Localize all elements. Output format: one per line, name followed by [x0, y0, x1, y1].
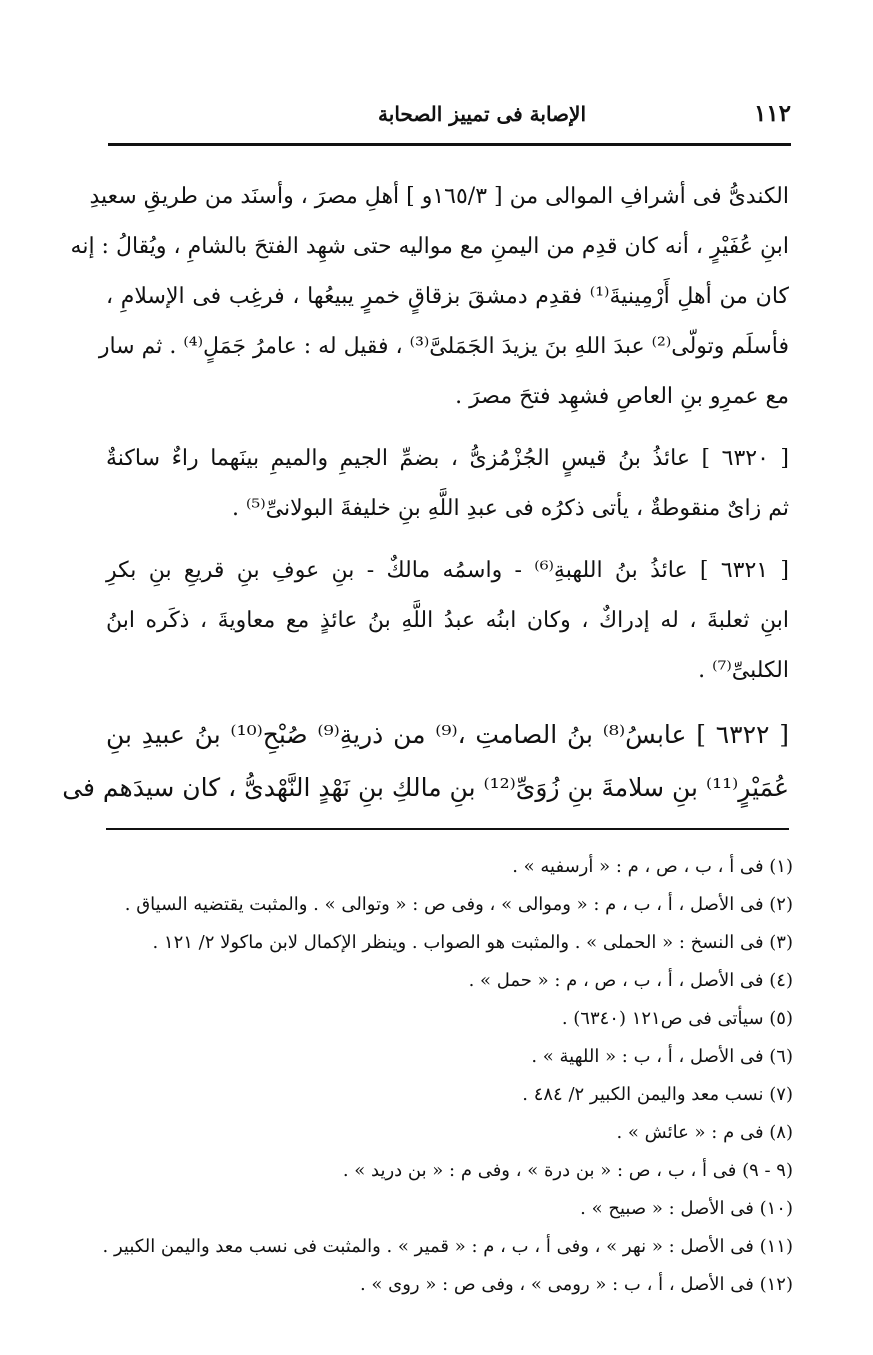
footnote: (١٠) فى الأصل : « صبيح » .: [580, 1198, 793, 1219]
text-line: ثم زاىٌ منقوطةٌ ، يأتى ذكرُه فى عبدِ اللَّهِ بنِ خليفةَ البولانىِّ⁽⁵⁾ .: [231, 496, 789, 521]
text-line: ابنِ ثعلبةَ ، له إدراكٌ ، وكان ابنُه عبدُ اللَّهِ بنُ عائذٍ مع معاويةَ ، ذكَره ابنُ: [106, 608, 789, 633]
footnote: (٧) نسب معد واليمن الكبير ٢/ ٤٨٤ .: [522, 1084, 793, 1105]
entry-6320-line: [ ٦٣٢٠ ] عائذُ بنُ قيسٍ الجُزْمُزىُّ ، بضمِّ الجيمِ والميمِ بينَهما راءٌ ساكنةٌ: [106, 446, 790, 471]
footnote: (١٢) فى الأصل ، أ ، ب : « رومى » ، وفى ص : « روى » .: [359, 1274, 793, 1295]
entry-6322-line: [ ٦٣٢٢ ] عابسُ⁽⁸⁾ بنُ الصامتِ ،⁽⁹⁾ من ذريةِ⁽⁹⁾ صُبْحِ⁽¹⁰⁾ بنُ عبيدِ بنِ: [106, 720, 789, 749]
text-line: الكندىُّ فى أشرافِ الموالى من [ ١٦٥/٣و ] أهلِ مصرَ ، وأسنَد من طريقِ سعيدِ: [89, 184, 789, 209]
footnote: (٢) فى الأصل ، أ ، ب ، م : « وموالى » ، وفى ص : « وتوالى » . والمثبت يقتضيه السياق .: [124, 894, 793, 915]
footnote: (٩ - ٩) فى أ ، ب ، ص : « بن درة » ، وفى م : « بن دريد » .: [342, 1160, 793, 1181]
text-line: ابنِ عُفَيْرٍ ، أنه كان قدِم من اليمنِ مع مواليه حتى شهِد الفتحَ بالشامِ ، ويُقالُ : إنه: [70, 234, 789, 259]
footnote: (٣) فى النسخ : « الحملى » . والمثبت هو الصواب . وينظر الإكمال لابن ماكولا ٢/ ١٢١ .: [152, 932, 793, 953]
footnote: (٦) فى الأصل ، أ ، ب : « اللهية » .: [531, 1046, 793, 1067]
footnote: (٨) فى م : « عائش » .: [616, 1122, 793, 1143]
text-line: الكلبىِّ⁽⁷⁾ .: [698, 658, 789, 683]
text-line: كان من أهلِ أَرْمِينيةَ⁽¹⁾ فقدِم دمشقَ بزقاقٍ خمرٍ يبيعُها ، فرغِب فى الإسلامِ ،: [106, 284, 789, 309]
text-line: فأسلَم وتولّى⁽²⁾ عبدَ اللهِ بنَ يزيدَ الجَمَلىَّ⁽³⁾ ، فقيل له : عامرُ جَمَلٍ⁽⁴⁾ . ثم سار: [98, 334, 789, 359]
footnote: (٤) فى الأصل ، أ ، ب ، ص ، م : « حمل » .: [468, 970, 793, 991]
main-text: [62, 172, 790, 814]
footnote: (١) فى أ ، ب ، ص ، م : « أرسفيه » .: [512, 856, 793, 877]
footnotes: [102, 848, 793, 1304]
page-header: [110, 100, 791, 132]
page-number: ١١٢: [753, 100, 791, 127]
entry-6321-line: [ ٦٣٢١ ] عائذُ بنُ اللهبةِ⁽⁶⁾ - واسمُه مالكٌ - بنِ عوفِ بنِ قريعِ بنِ بكرِ: [106, 558, 789, 583]
header-rule: [108, 143, 791, 146]
footnote: (٥) سيأتى فى ص١٢١ (٦٣٤٠) .: [561, 1008, 793, 1029]
text-line: عُمَيْرٍ⁽¹¹⁾ بنِ سلامةَ بنِ زُوَىِّ⁽¹²⁾ بنِ مالكِ بنِ نَهْدٍ النَّهْدىُّ ، كان سيدَهم فى: [62, 773, 789, 802]
text-line: مع عمرِو بنِ العاصِ فشهِد فتحَ مصرَ .: [455, 384, 789, 409]
footnote-separator: [106, 828, 789, 830]
running-title: الإصابة فى تمييز الصحابة: [378, 102, 586, 126]
footnote: (١١) فى الأصل : « نهر » ، وفى أ ، ب ، م : « قمير » . والمثبت فى نسب معد واليمن الكبير .: [102, 1236, 793, 1257]
